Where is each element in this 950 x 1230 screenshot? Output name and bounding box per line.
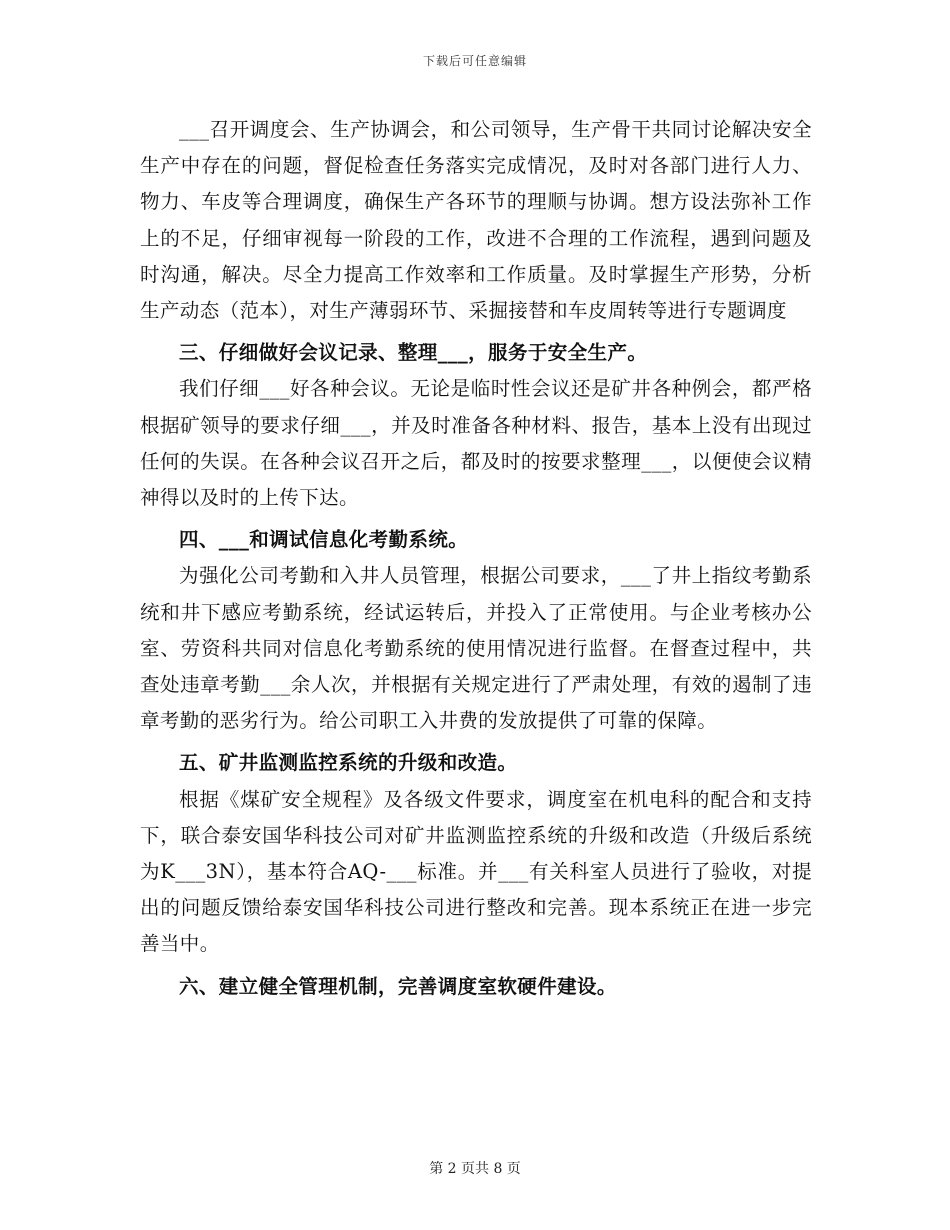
paragraph-dispatch-meetings: ___召开调度会、生产协调会，和公司领导，生产骨干共同讨论解决安全生产中存在的问题，督促检查任务落实完成情况，及时对各部门进行人力、物力、车皮等合理调度，确保生产各环节的理顺与协调。想方设法弥补工作上的不足，仔细审视每一阶段的工作，改进不合理的工作流程，遇到问题及时沟通，解决。尽全力提高工作效率和工作质量。及时掌握生产形势，分析生产动态（范本），对生产薄弱环节、采掘接替和车皮周转等进行专题调度 (140, 118, 812, 323)
section-heading-3: 三、仔细做好会议记录、整理___，服务于安全生产。 (179, 341, 648, 365)
page-footer: 第 2 页共 8 页 (429, 1161, 521, 1177)
section-heading-5: 五、矿井监测监控系统的升级和改造。 (179, 751, 518, 775)
document-body (140, 112, 812, 1005)
paragraph-attendance-system: 为强化公司考勤和入井人员管理，根据公司要求，___了井上指纹考勤系统和井下感应考勤系统，经试运转后，并投入了正常使用。与企业考核办公室、劳资科共同对信息化考勤系统的使用情况进行监督。在督查过程中，共查处违章考勤___余人次，并根据有关规定进行了严肃处理，有效的遏制了违章考勤的恶劣行为。给公司职工入井费的发放提供了可靠的保障。 (140, 564, 812, 733)
section-heading-4: 四、___和调试信息化考勤系统。 (179, 528, 469, 552)
paragraph-monitoring-upgrade: 根据《煤矿安全规程》及各级文件要求，调度室在机电科的配合和支持下，联合泰安国华科技公司对矿井监测监控系统的升级和改造（升级后系统为K___3N），基本符合AQ-___标准。并___有关科室人员进行了验收，对提出的问题反馈给泰安国华科技公司进行整改和完善。现本系统正在进一步完善当中。 (140, 787, 812, 956)
paragraph-meeting-records: 我们仔细___好各种会议。无论是临时性会议还是矿井各种例会，都严格根据矿领导的要求仔细___，并及时准备各种材料、报告，基本上没有出现过任何的失误。在各种会议召开之后，都及时的按要求整理___，以便使会议精神得以及时的上传下达。 (140, 377, 812, 510)
page-header: 下载后可任意编辑 (422, 54, 527, 68)
section-heading-6: 六、建立健全管理机制，完善调度室软硬件建设。 (179, 974, 617, 998)
